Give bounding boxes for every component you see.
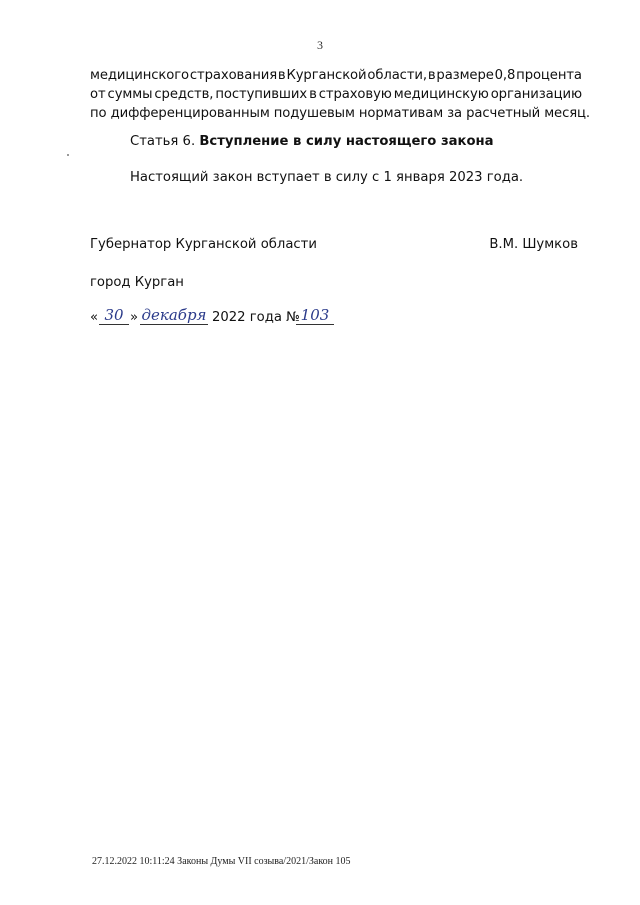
- date-line: [90, 306, 390, 332]
- day-handwritten: 30: [104, 306, 124, 324]
- paragraph-word: средств,: [154, 87, 214, 102]
- paragraph-word: от: [90, 87, 106, 102]
- paragraph-continuation: [90, 66, 591, 123]
- paragraph-line: [90, 85, 582, 104]
- footer-metadata: 27.12.2022 10:11:24 Законы Думы VII созыва/2021/Закон 105: [92, 856, 351, 867]
- page-number: 3: [317, 38, 323, 52]
- article-title: Вступление в силу настоящего закона: [199, 134, 494, 149]
- paragraph-line: [90, 104, 591, 123]
- paragraph-word: в: [309, 87, 317, 102]
- paragraph-word: суммы: [107, 87, 153, 102]
- governor-name: В.М. Шумков: [489, 237, 578, 252]
- article-heading: [130, 134, 494, 149]
- paragraph-word: в: [277, 68, 286, 83]
- day-blank: [99, 324, 129, 325]
- paragraph-word: страховую: [318, 87, 392, 102]
- paragraph-word: организацию: [490, 87, 582, 102]
- paragraph-word: процента: [516, 68, 582, 83]
- close-quote: »: [130, 310, 139, 325]
- month-blank: [140, 324, 208, 325]
- paragraph-word: Курганской: [286, 68, 367, 83]
- paragraph-word: по дифференцированным подушевым нормативам за расчетный месяц.: [90, 106, 591, 121]
- paragraph-word: медицинскую: [393, 87, 489, 102]
- paragraph-word: медицинского: [90, 68, 190, 83]
- governor-title: Губернатор Курганской области: [90, 237, 317, 252]
- paragraph-word: размере: [436, 68, 494, 83]
- number-blank: [296, 324, 334, 325]
- article-text: Настоящий закон вступает в силу с 1 января 2023 года.: [130, 170, 524, 185]
- paragraph-word: 0,8: [494, 68, 516, 83]
- paragraph-word: в: [427, 68, 436, 83]
- margin-mark: [67, 154, 69, 156]
- paragraph-word: поступивших: [215, 87, 308, 102]
- open-quote: «: [90, 310, 99, 325]
- month-handwritten: декабря: [141, 306, 207, 324]
- year-and-number-label: 2022 года №: [212, 310, 300, 325]
- number-handwritten: 103: [300, 306, 330, 324]
- city-name: город Курган: [90, 275, 184, 290]
- article-label: Статья 6.: [130, 134, 196, 149]
- paragraph-word: области,: [367, 68, 427, 83]
- paragraph-line: [90, 66, 582, 85]
- paragraph-word: страхования: [189, 68, 278, 83]
